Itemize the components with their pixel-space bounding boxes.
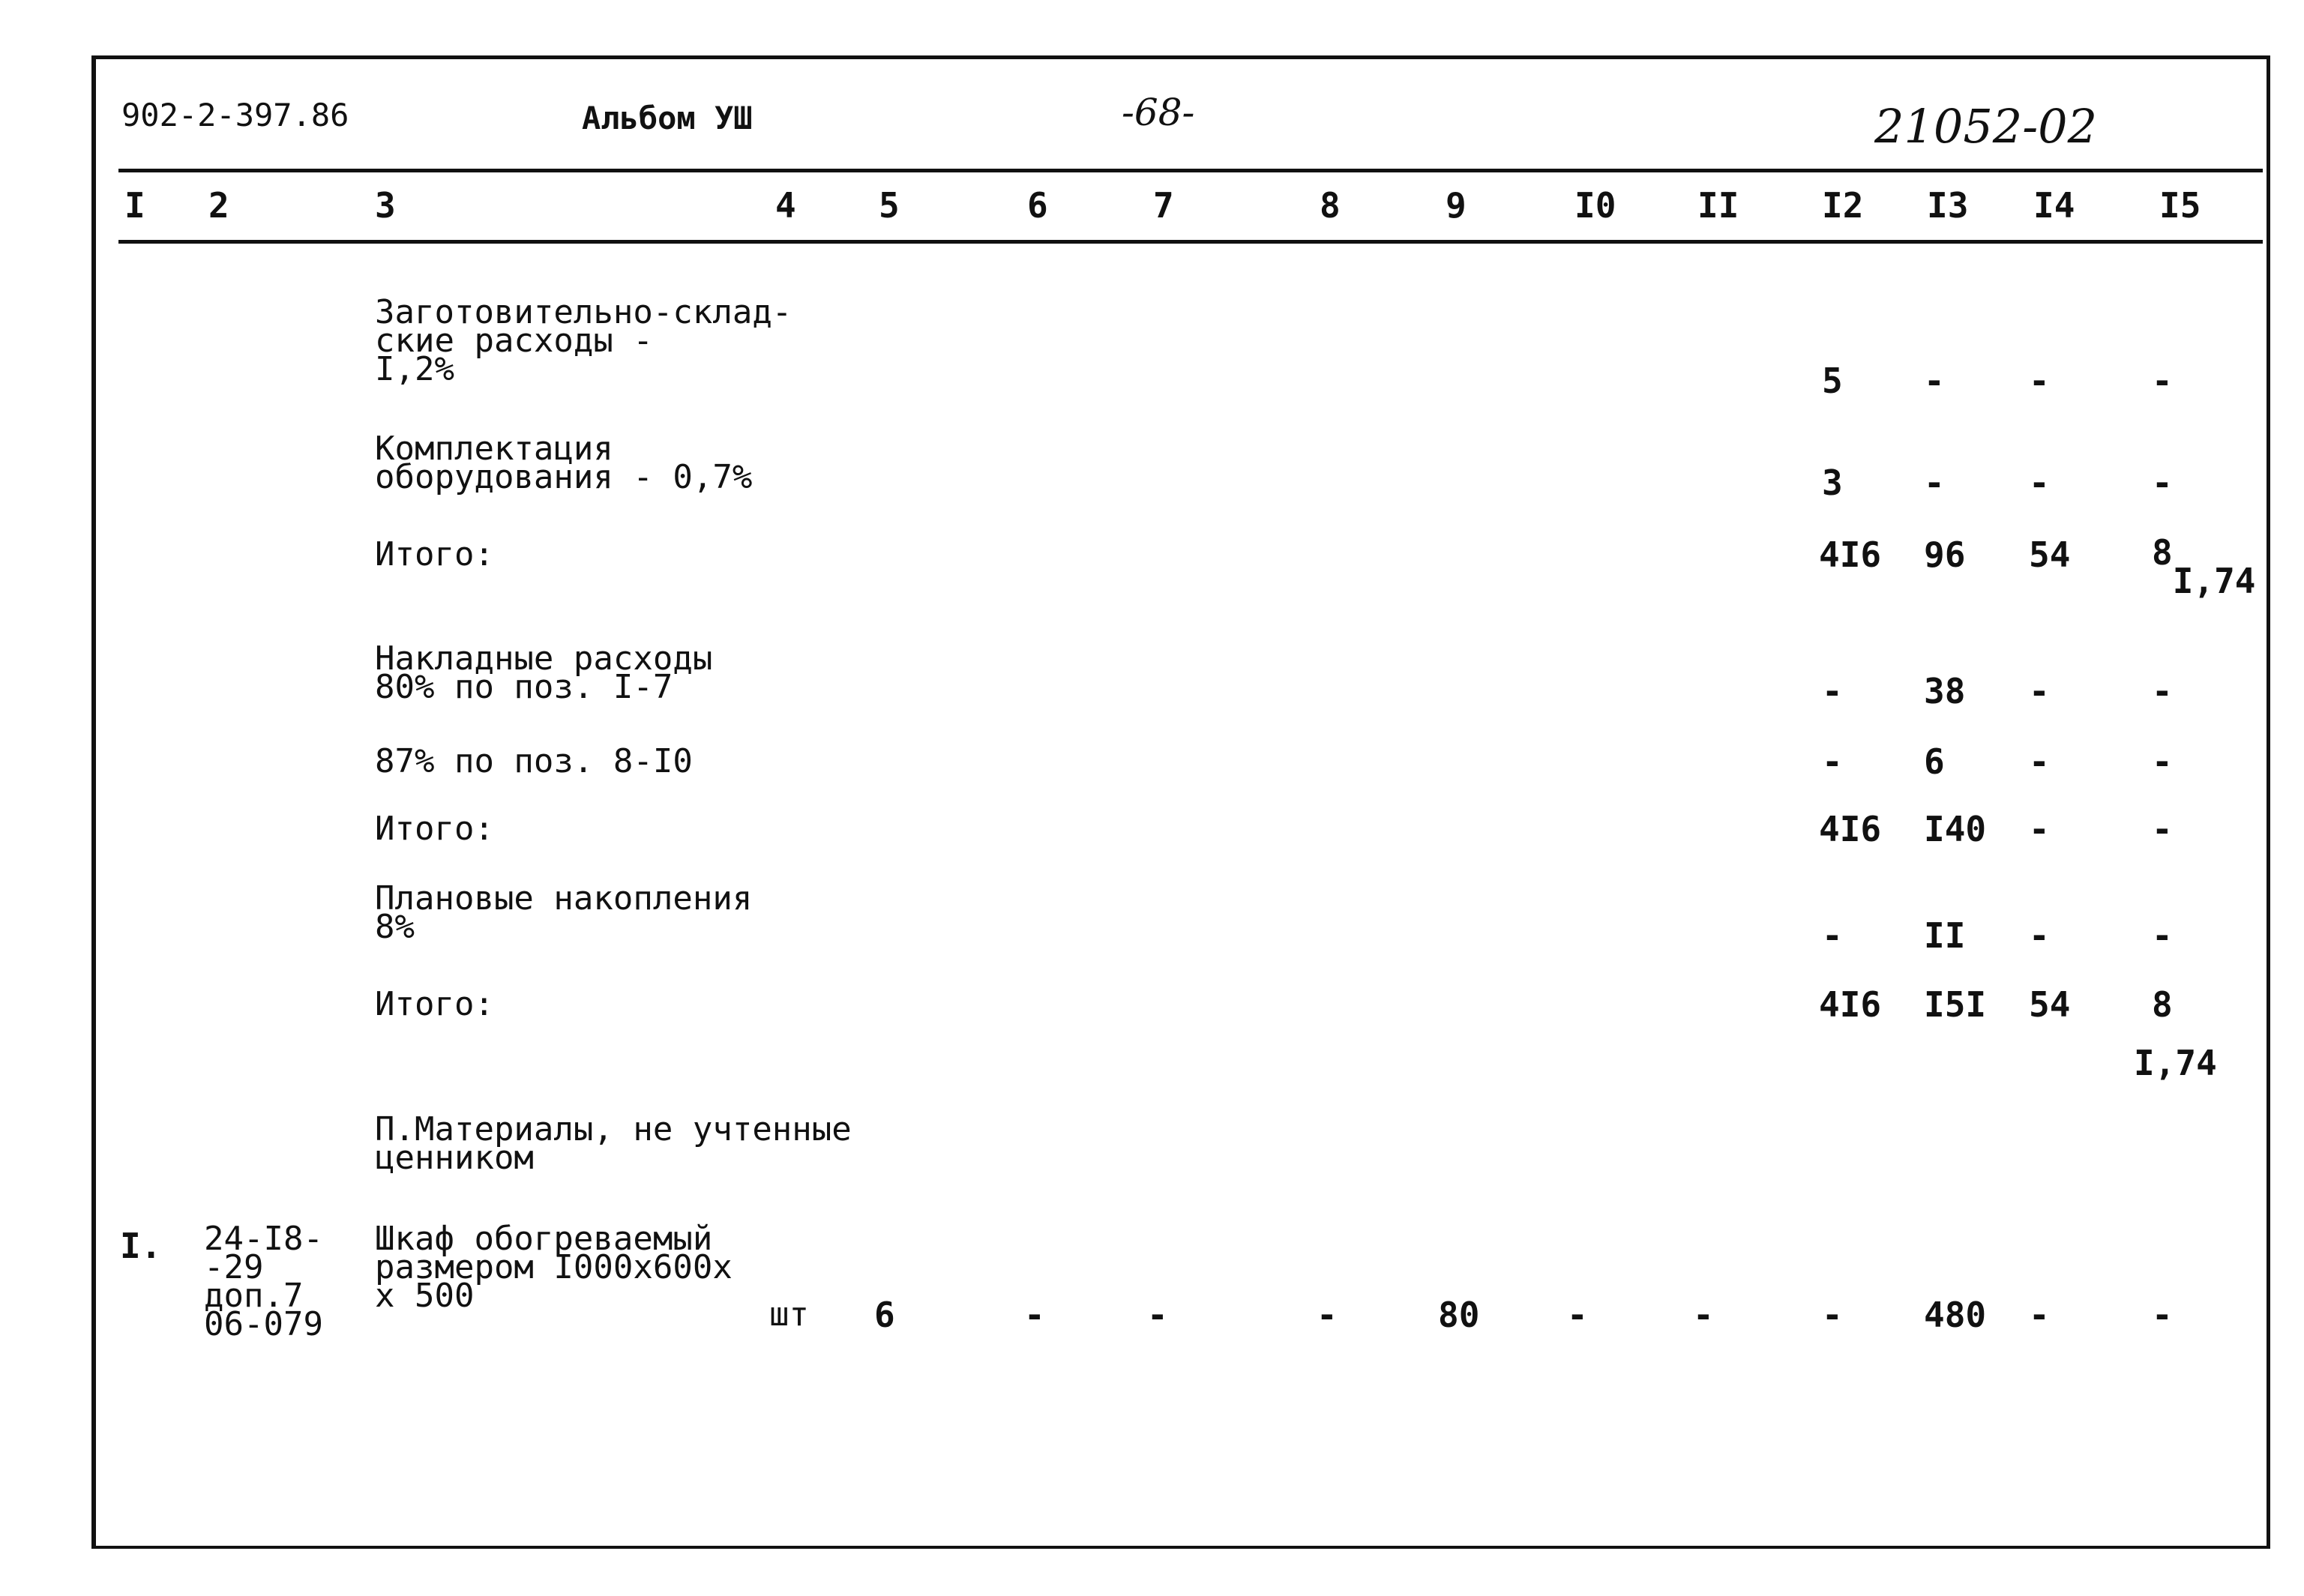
column-header-rule (118, 240, 2263, 244)
row-3-col14: 54 (2029, 534, 2071, 575)
row-6-col12: 4I6 (1819, 809, 1882, 849)
item-1-col15: - (2152, 1295, 2173, 1335)
doc-number: 21052-02 (1874, 99, 2098, 154)
row-3-col13: 96 (1924, 534, 1966, 575)
item-1-code: 24-I8- -29 доп.7 06-079 (204, 1220, 323, 1343)
row-1-description: Заготовительно-склад- ские расходы - I,2% (375, 293, 792, 388)
row-8-col12: 4I6 (1819, 984, 1882, 1025)
row-3-col12: 4I6 (1819, 534, 1882, 575)
row-3-description: Итого: (375, 535, 494, 573)
row-5-col14: - (2029, 741, 2050, 782)
item-1-col13: 480 (1924, 1295, 1987, 1335)
row-6-col15: - (2152, 809, 2173, 849)
item-1-col10: - (1567, 1295, 1588, 1335)
row-2-col15: - (2152, 463, 2173, 503)
item-1-col7: - (1147, 1295, 1168, 1335)
item-1-number: I. (120, 1226, 162, 1266)
row-8-col14: 54 (2029, 984, 2071, 1025)
col-header-11: II (1697, 185, 1739, 226)
section-heading-materials: П.Материалы, не учтенные ценником (375, 1110, 852, 1177)
row-6-col13: I40 (1924, 809, 1987, 849)
row-4-col12: - (1822, 671, 1843, 711)
row-4-col15: - (2152, 671, 2173, 711)
page-number: -68- (1122, 91, 1195, 134)
doc-code: 902-2-397.86 (121, 97, 349, 133)
col-header-3: 3 (375, 185, 396, 226)
col-header-6: 6 (1027, 185, 1048, 226)
row-1-col14: - (2029, 361, 2050, 401)
col-header-2: 2 (208, 185, 229, 226)
row-7-description: Плановые накопления 8% (375, 879, 753, 946)
item-1-col14: - (2029, 1295, 2050, 1335)
row-8-col15: 8 (2152, 984, 2173, 1025)
item-1-col12: - (1822, 1295, 1843, 1335)
row-8-col13: I5I (1924, 984, 1987, 1025)
row-9-col15: I,74 (2134, 1043, 2217, 1083)
row-1-col15: - (2152, 361, 2173, 401)
col-header-1: I (124, 185, 145, 226)
row-5-col13: 6 (1924, 741, 1945, 782)
row-7-col14: - (2029, 915, 2050, 956)
row-4-col14: - (2029, 671, 2050, 711)
col-header-13: I3 (1927, 185, 1969, 226)
row-2-description: Комплектация оборудования - 0,7% (375, 430, 753, 496)
item-1-col9: 80 (1438, 1295, 1480, 1335)
row-5-col12: - (1822, 741, 1843, 782)
col-header-5: 5 (879, 185, 900, 226)
item-1-col5: 6 (874, 1295, 895, 1335)
item-1-col6: - (1024, 1295, 1045, 1335)
row-2-col14: - (2029, 463, 2050, 503)
col-header-12: I2 (1822, 185, 1864, 226)
album-label: Альбом УШ (582, 100, 753, 136)
row-7-col15: - (2152, 915, 2173, 956)
row-7-col13: II (1924, 915, 1966, 956)
row-4-description: Накладные расходы 80% по поз. I-7 (375, 639, 713, 706)
col-header-14: I4 (2033, 185, 2075, 226)
item-1-unit: шт (769, 1295, 809, 1334)
item-1-col11: - (1693, 1295, 1714, 1335)
col-header-8: 8 (1320, 185, 1341, 226)
item-1-col8: - (1317, 1295, 1338, 1335)
col-header-10: I0 (1574, 185, 1616, 226)
row-5-col15: - (2152, 741, 2173, 782)
header-rule (118, 169, 2263, 172)
row-8-description: Итого: (375, 985, 494, 1023)
row-4-col13: 38 (1924, 671, 1966, 711)
row-3-col15: 8 I,74 (2152, 532, 2256, 601)
row-6-description: Итого: (375, 810, 494, 848)
row-6-col14: - (2029, 809, 2050, 849)
col-header-4: 4 (775, 185, 796, 226)
item-1-description: Шкаф обогреваемый размером I000х600х х 500 (375, 1220, 733, 1315)
row-7-col12: - (1822, 915, 1843, 956)
col-header-9: 9 (1446, 185, 1467, 226)
col-header-7: 7 (1153, 185, 1174, 226)
col-header-15: I5 (2159, 185, 2201, 226)
row-1-col13: - (1924, 361, 1945, 401)
row-2-col13: - (1924, 463, 1945, 503)
row-5-description: 87% по поз. 8-I0 (375, 742, 693, 780)
row-1-col12: 5 (1822, 361, 1843, 401)
row-2-col12: 3 (1822, 463, 1843, 503)
